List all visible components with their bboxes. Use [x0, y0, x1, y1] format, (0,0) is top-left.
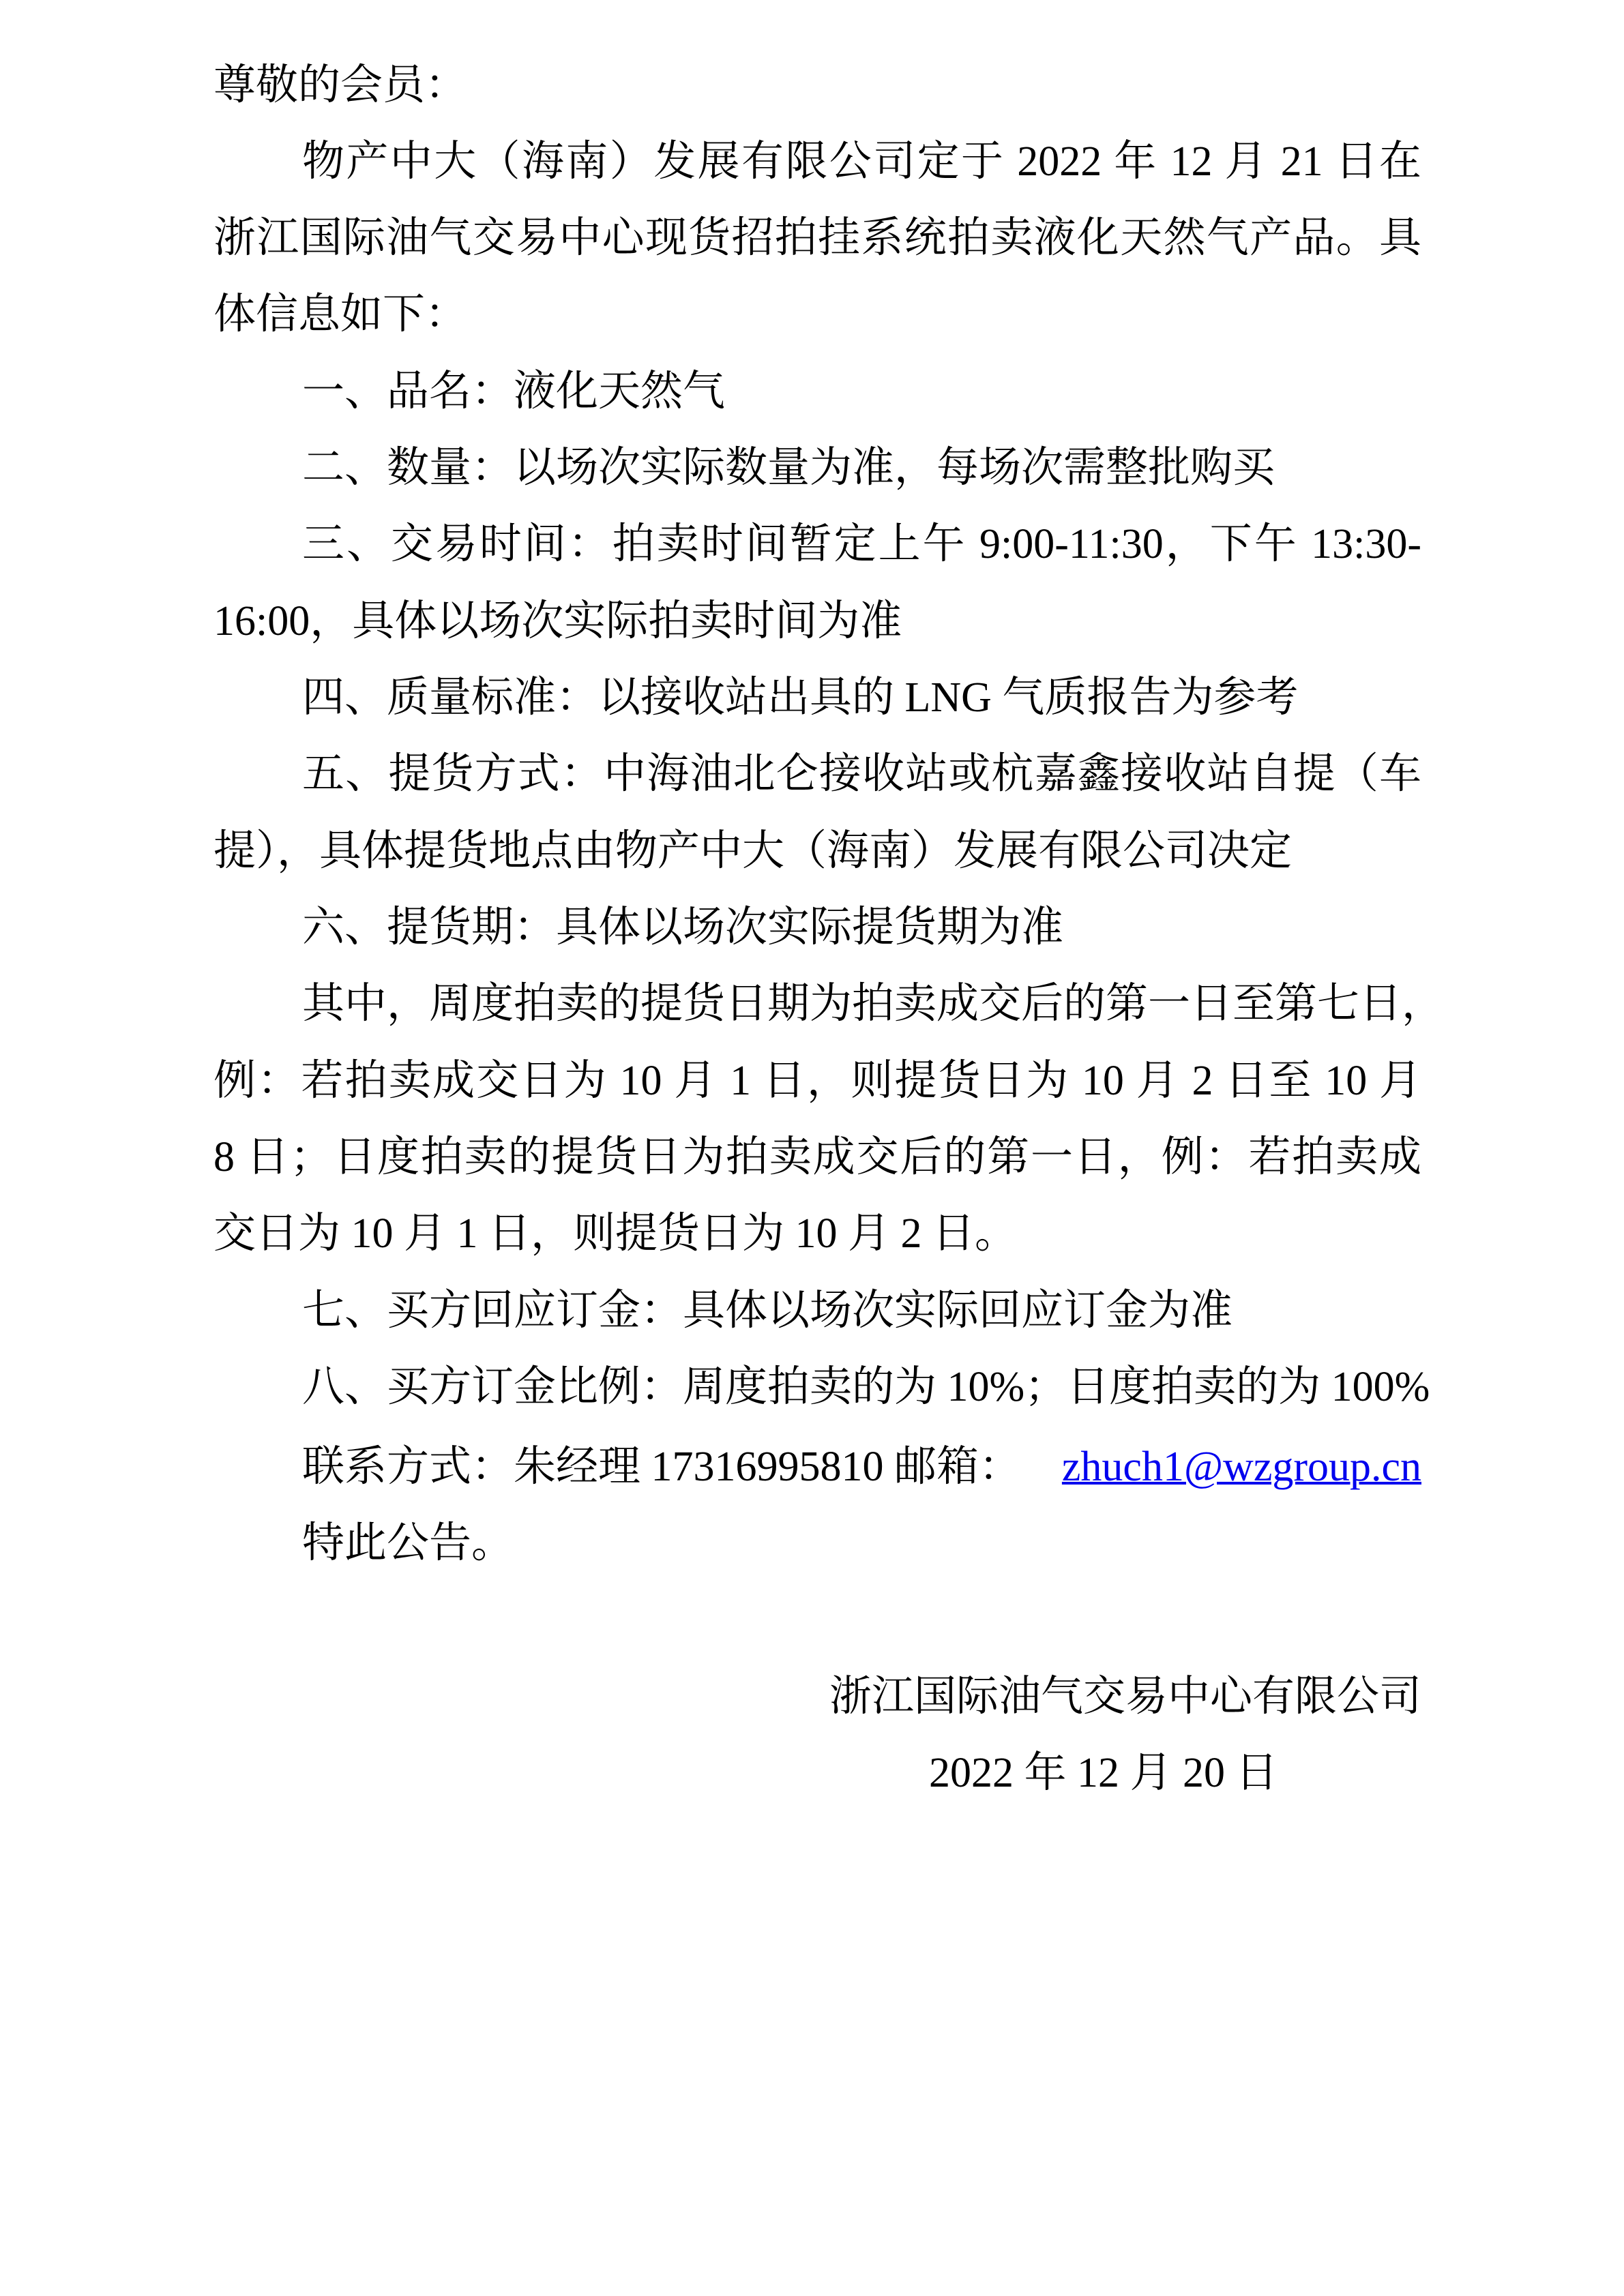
paragraph-line: 浙江国际油气交易中心现货招拍挂系统拍卖液化天然气产品。具	[213, 215, 1421, 261]
paragraph-line: 体信息如下：	[213, 291, 468, 338]
contact-label: 联系方式：朱经理 17316995810 邮箱：	[302, 1444, 1022, 1490]
paragraph-line: 交日为 10 月 1 日，则提货日为 10 月 2 日。	[213, 1210, 1018, 1257]
paragraph-line: 其中，周度拍卖的提货日期为拍卖成交后的第一日至第七日，	[302, 981, 1445, 1027]
item-product-name: 一、品名：液化天然气	[302, 368, 726, 415]
closing: 特此公告。	[302, 1520, 514, 1566]
signature-date: 2022 年 12 月 20 日	[929, 1750, 1278, 1796]
item-quantity: 二、数量：以场次实际数量为准，每场次需整批购买	[302, 445, 1275, 491]
paragraph-line: 物产中大（海南）发展有限公司定于 2022 年 12 月 21 日在	[302, 138, 1421, 185]
item-buyer-deposit: 七、买方回应订金：具体以场次实际回应订金为准	[302, 1287, 1233, 1334]
paragraph-line: 8 日；日度拍卖的提货日为拍卖成交后的第一日，例：若拍卖成	[213, 1134, 1421, 1180]
item-pickup-method: 五、提货方式：中海油北仑接收站或杭嘉鑫接收站自提（车	[302, 751, 1421, 797]
item-pickup-method-cont: 提），具体提货地点由物产中大（海南）发展有限公司决定	[213, 828, 1293, 874]
contact-line	[302, 1429, 1421, 1505]
email-link[interactable]: zhuch1@wzgroup.cn	[1061, 1444, 1421, 1490]
signature-org: 浙江国际油气交易中心有限公司	[829, 1673, 1421, 1720]
item-quality-standard: 四、质量标准：以接收站出具的 LNG 气质报告为参考	[302, 674, 1299, 721]
item-trading-time: 三、交易时间：拍卖时间暂定上午 9:00-11:30，下午 13:30-	[302, 521, 1421, 567]
paragraph-line: 例：若拍卖成交日为 10 月 1 日，则提货日为 10 月 2 日至 10 月	[213, 1058, 1421, 1104]
salutation: 尊敬的会员：	[213, 62, 468, 108]
item-pickup-period: 六、提货期：具体以场次实际提货期为准	[302, 904, 1064, 951]
item-deposit-ratio: 八、买方订金比例：周度拍卖的为 10%；日度拍卖的为 100%	[302, 1364, 1430, 1410]
item-trading-time-cont: 16:00，具体以场次实际拍卖时间为准	[213, 598, 902, 644]
